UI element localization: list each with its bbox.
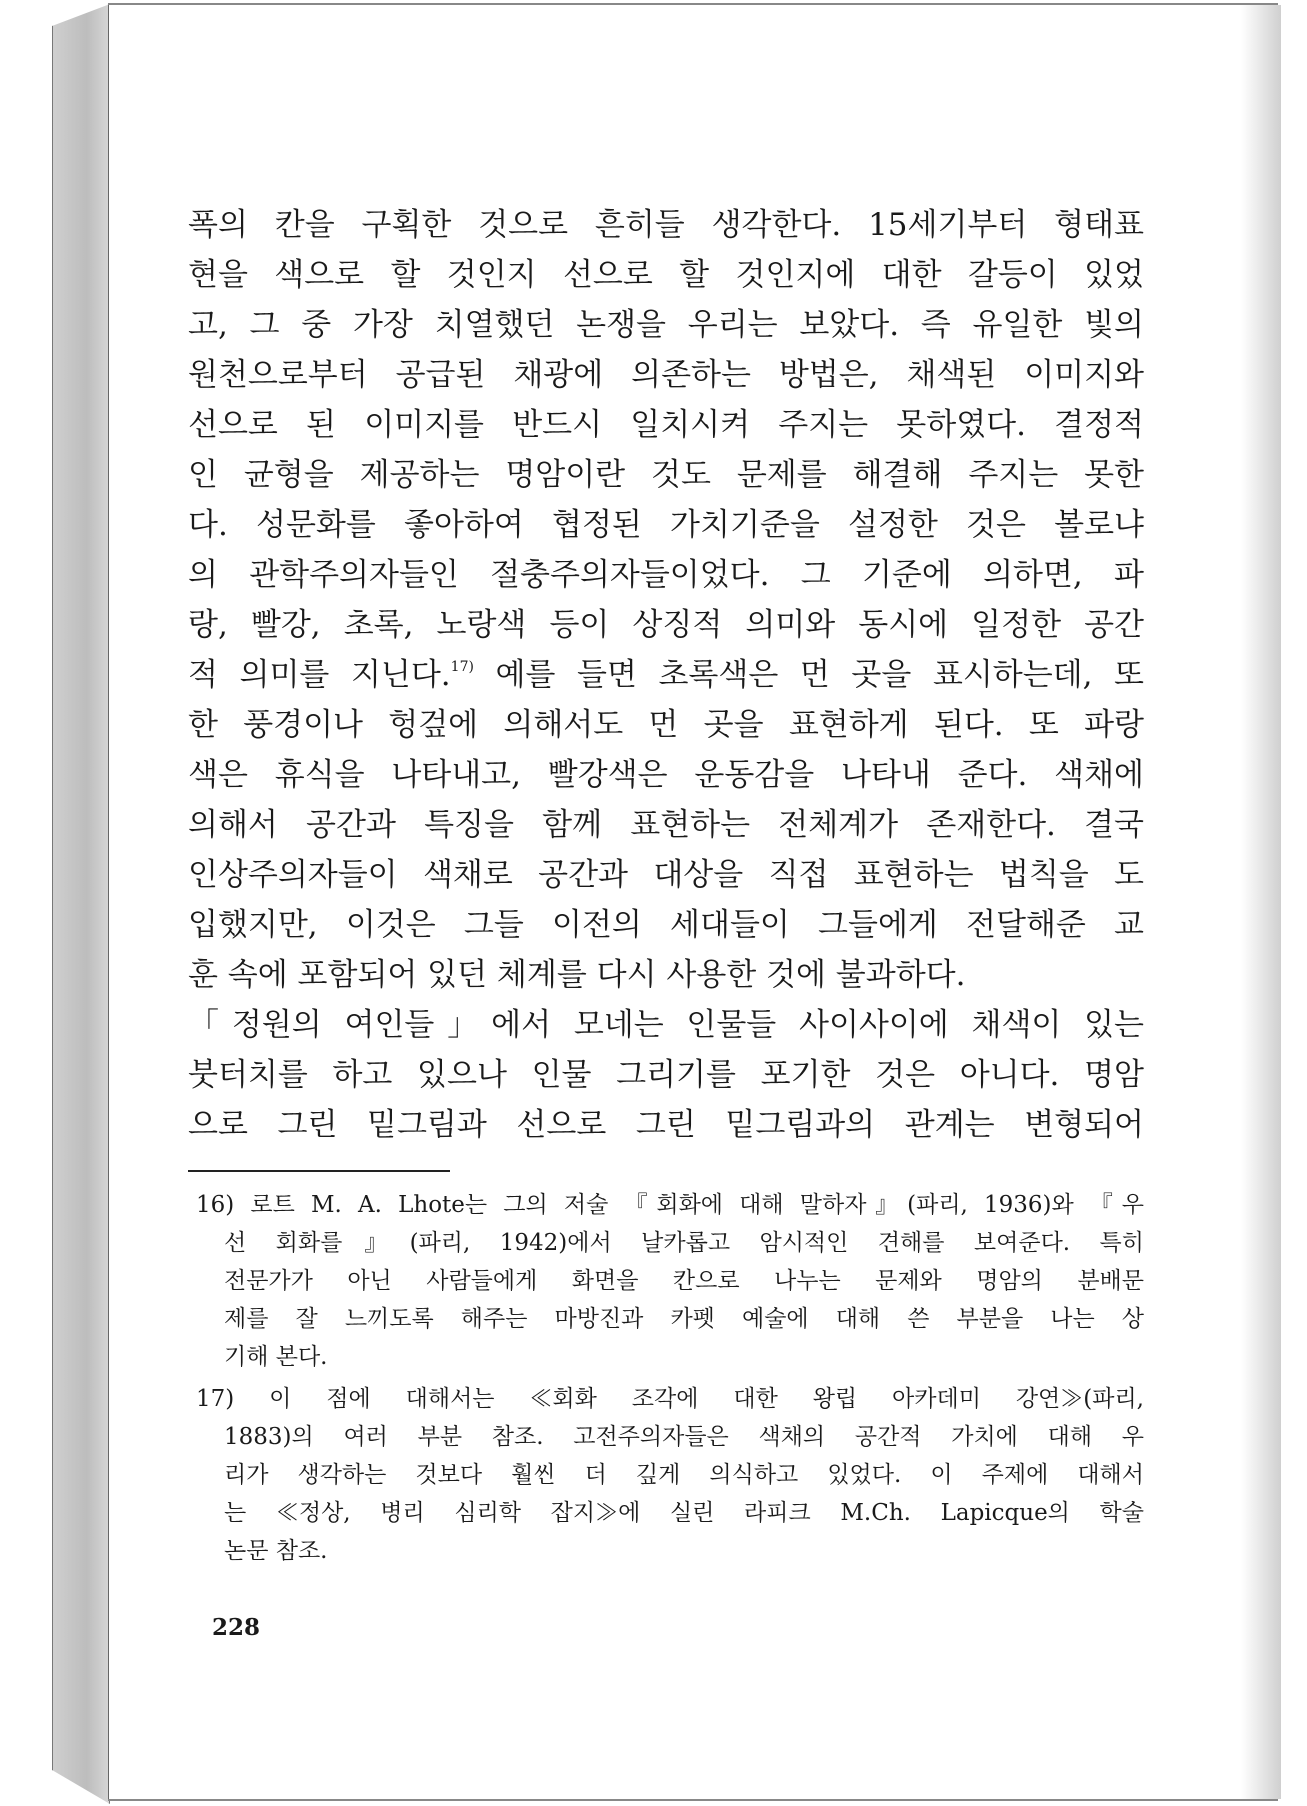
body-line: 원천으로부터 공급된 채광에 의존하는 방법은, 채색된 이미지와 [188, 357, 1144, 393]
footnote-line: 1883)의 여러 부분 참조. 고전주의자들은 색채의 공간적 가치에 대해 우 [224, 1424, 1144, 1450]
body-line: 한 풍경이나 헝겊에 의해서도 먼 곳을 표현하게 된다. 또 파랑 [188, 707, 1144, 743]
body-line-part: 예를 들면 초록색은 먼 곳을 표시하는데, 또 [473, 657, 1144, 693]
footnote-line: 선 회화를』(파리, 1942)에서 날카롭고 암시적인 견해를 보여준다. 특히 [224, 1230, 1144, 1256]
book-spine [52, 4, 110, 1804]
body-text [188, 200, 1144, 1150]
body-line: 훈 속에 포함되어 있던 체계를 다시 사용한 것에 불과하다. [188, 957, 966, 993]
footnote-line: 논문 참조. [224, 1538, 328, 1564]
footnote-divider [188, 1170, 450, 1172]
body-line: 입했지만, 이것은 그들 이전의 세대들이 그들에게 전달해준 교 [188, 907, 1144, 943]
body-line: 붓터치를 하고 있으나 인물 그리기를 포기한 것은 아니다. 명암 [188, 1057, 1144, 1093]
page-edge-bottom [108, 1799, 1278, 1801]
body-line: 랑, 빨강, 초록, 노랑색 등이 상징적 의미와 동시에 일정한 공간 [188, 607, 1144, 643]
footnote-17 [196, 1380, 1144, 1570]
page-gutter-shadow [1241, 5, 1281, 1799]
body-line-part: 적 의미를 지닌다. [188, 657, 451, 693]
body-line: 폭의 칸을 구획한 것으로 흔히들 생각한다. 15세기부터 형태표 [188, 207, 1144, 243]
footnote-16 [196, 1186, 1144, 1376]
footnote-line: 제를 잘 느끼도록 해주는 마방진과 카펫 예술에 대해 쓴 부분을 나는 상 [224, 1306, 1144, 1332]
body-line: 선으로 된 이미지를 반드시 일치시켜 주지는 못하였다. 결정적 [188, 407, 1144, 443]
body-line: 의 관학주의자들인 절충주의자들이었다. 그 기준에 의하면, 파 [188, 557, 1144, 593]
page-number: 228 [212, 1614, 261, 1641]
body-line: 「정원의 여인들」에서 모네는 인물들 사이사이에 채색이 있는 [188, 1007, 1144, 1043]
footnote-line: 리가 생각하는 것보다 훨씬 더 깊게 의식하고 있었다. 이 주제에 대해서 [224, 1462, 1144, 1488]
footnotes [196, 1186, 1144, 1574]
body-line: 현을 색으로 할 것인지 선으로 할 것인지에 대한 갈등이 있었 [188, 257, 1144, 293]
footnote-line: 전문가가 아닌 사람들에게 화면을 칸으로 나누는 문제와 명암의 분배문 [224, 1268, 1144, 1294]
footnote-line: 는 ≪정상, 병리 심리학 잡지≫에 실린 라피크 M.Ch. Lapicque의 학술 [224, 1500, 1144, 1526]
body-line: 인 균형을 제공하는 명암이란 것도 문제를 해결해 주지는 못한 [188, 457, 1144, 493]
body-line [188, 650, 1144, 700]
body-line: 의해서 공간과 특징을 함께 표현하는 전체계가 존재한다. 결국 [188, 807, 1144, 843]
body-line: 으로 그린 밑그림과 선으로 그린 밑그림과의 관계는 변형되어 [188, 1107, 1144, 1143]
body-line: 고, 그 중 가장 치열했던 논쟁을 우리는 보았다. 즉 유일한 빛의 [188, 307, 1144, 343]
footnote-line: 기해 본다. [224, 1344, 328, 1370]
footnote-line: 17) 이 점에 대해서는 ≪회화 조각에 대한 왕립 아카데미 강연≫(파리, [196, 1386, 1144, 1412]
footnote-reference: 17) [450, 659, 474, 675]
footnote-line: 16) 로트 M. A. Lhote는 그의 저술 『회화에 대해 말하자』(파리, 1936)와 『우 [196, 1192, 1144, 1218]
body-line: 다. 성문화를 좋아하여 협정된 가치기준을 설정한 것은 볼로냐 [188, 507, 1144, 543]
body-line: 인상주의자들이 색채로 공간과 대상을 직접 표현하는 법칙을 도 [188, 857, 1144, 893]
body-line: 색은 휴식을 나타내고, 빨강색은 운동감을 나타내 준다. 색채에 [188, 757, 1144, 793]
